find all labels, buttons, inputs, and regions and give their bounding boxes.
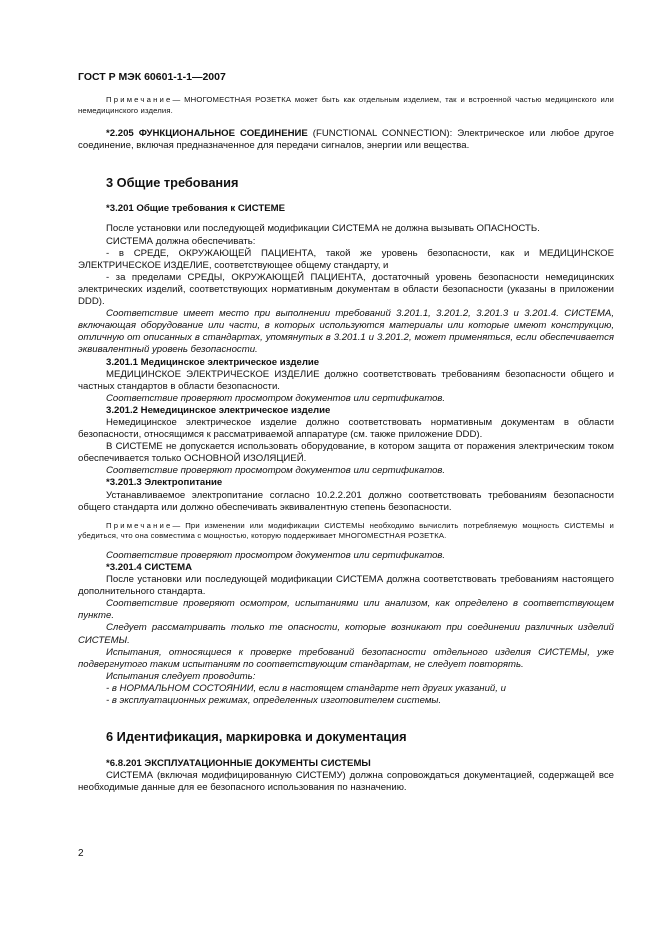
page-content: [78, 95, 614, 794]
compliance-note: Соответствие имеет место при выполнении требований 3.201.1, 3.201.2, 3.201.3 и 3.201.4. СИСТЕМА, включающая оборудование или части, в которых используются материалы или которые имеют конструкцию, отличную от описанных в стандартах, упомянутых в 3.201.1 и 3.201.2, может применяться, если обеспечивается эквивалентный уровень безопасности.: [78, 308, 614, 356]
paragraph: СИСТЕМА должна обеспечивать:: [106, 235, 256, 247]
list-item: - в НОРМАЛЬНОМ СОСТОЯНИИ, если в настоящем стандарте нет других указаний, и: [106, 682, 506, 694]
compliance-note: Соответствие проверяют просмотром документов или сертификатов.: [106, 392, 446, 404]
clause-3-201-4-heading: *3.201.4 СИСТЕМА: [106, 562, 193, 573]
page-header: ГОСТ Р МЭК 60601-1-1—2007: [78, 71, 226, 83]
compliance-note: Соответствие проверяют просмотром документов или сертификатов.: [106, 465, 446, 477]
paragraph: Испытания, относящиеся к проверке требований безопасности отдельного изделия СИСТЕМЫ, уже подвергнутого таким испытаниям по соответствующим стандартам, не следует повторять.: [78, 646, 614, 670]
note-power-consumption: Примечание— При изменении или модификации СИСТЕМЫ необходимо вычислить потребляемую мощность СИСТЕМЫ и убедиться, что она совместима с мощностью, которую поддерживает МНОГОМЕСТНАЯ РОЗЕТКА.: [78, 520, 614, 541]
page-number: 2: [78, 848, 84, 859]
note-multiple-socket-outlet: Примечание— МНОГОМЕСТНАЯ РОЗЕТКА может быть как отдельным изделием, так и встроенной частью медицинского или немедицинского изделия.: [78, 95, 614, 115]
list-item: - в эксплуатационных режимах, определенных изготовителем системы.: [106, 695, 442, 707]
clause-6-8-201-heading: *6.8.201 ЭКСПЛУАТАЦИОННЫЕ ДОКУМЕНТЫ СИСТЕМЫ: [106, 758, 371, 770]
paragraph: Испытания следует проводить:: [106, 670, 256, 682]
section-6-title: 6 Идентификация, маркировка и документация: [106, 729, 407, 745]
paragraph: МЕДИЦИНСКОЕ ЭЛЕКТРИЧЕСКОЕ ИЗДЕЛИЕ должно соответствовать требованиям безопасности общего и частных стандартов в области безопасности.: [78, 368, 614, 392]
paragraph: Устанавливаемое электропитание согласно 10.2.2.201 должно соответствовать требованиям безопасности общего стандарта или должно обеспечивать эквивалентную степень безопасности.: [78, 489, 614, 513]
definition-2-205: *2.205 ФУНКЦИОНАЛЬНОЕ СОЕДИНЕНИЕ (FUNCTIONAL CONNECTION): Электрическое или любое другое соединение, включая предназначенное для передачи сигналов, энергии или вещества.: [78, 128, 614, 152]
paragraph: В СИСТЕМЕ не допускается использовать оборудование, в котором защита от поражения электрическим током обеспечивается только ОСНОВНОЙ ИЗОЛЯЦИЕЙ.: [78, 441, 614, 465]
clause-3-201-heading: *3.201 Общие требования к СИСТЕМЕ: [106, 203, 286, 215]
clause-3-201-3-heading: *3.201.3 Электропитание: [106, 477, 223, 489]
compliance-note: Соответствие проверяют просмотром документов или сертификатов.: [106, 549, 446, 561]
compliance-note: Соответствие проверяют осмотром, испытаниями или анализом, как определено в соответствующем пункте.: [78, 598, 614, 622]
paragraph: После установки или последующей модификации СИСТЕМА не должна вызывать ОПАСНОСТЬ.: [106, 223, 540, 235]
paragraph: Следует рассматривать только те опасности, которые возникают при соединении различных изделий СИСТЕМЫ.: [78, 622, 614, 646]
clause-3-201-2-heading: 3.201.2 Немедицинское электрическое изделие: [106, 404, 331, 416]
paragraph: После установки или последующей модификации СИСТЕМА должна соответствовать требованиям настоящего дополнительного стандарта.: [78, 574, 614, 598]
section-3-title: 3 Общие требования: [106, 175, 239, 191]
paragraph: Немедицинское электрическое изделие должно соответствовать нормативным документам в области безопасности, относящимся к рассматриваемой аппаратуре (см. также приложение DDD).: [78, 416, 614, 441]
paragraph: СИСТЕМА (включая модифицированную СИСТЕМУ) должна сопровождаться документацией, содержащей все необходимые данные для ее безопасного использования по назначению.: [78, 770, 614, 794]
list-item: - за пределами СРЕДЫ, ОКРУЖАЮЩЕЙ ПАЦИЕНТА, достаточный уровень безопасности немедицинских электрических изделий, соответствующих нормативным документам в области безопасности (указаны в приложении DDD).: [78, 271, 614, 308]
list-item: - в СРЕДЕ, ОКРУЖАЮЩЕЙ ПАЦИЕНТА, такой же уровень безопасности, как и МЕДИЦИНСКОЕ ЭЛЕКТРИЧЕСКОЕ ИЗДЕЛИЕ, соответствующее общему стандарту, и: [78, 247, 614, 271]
clause-3-201-1-heading: 3.201.1 Медицинское электрическое изделие: [106, 356, 320, 368]
